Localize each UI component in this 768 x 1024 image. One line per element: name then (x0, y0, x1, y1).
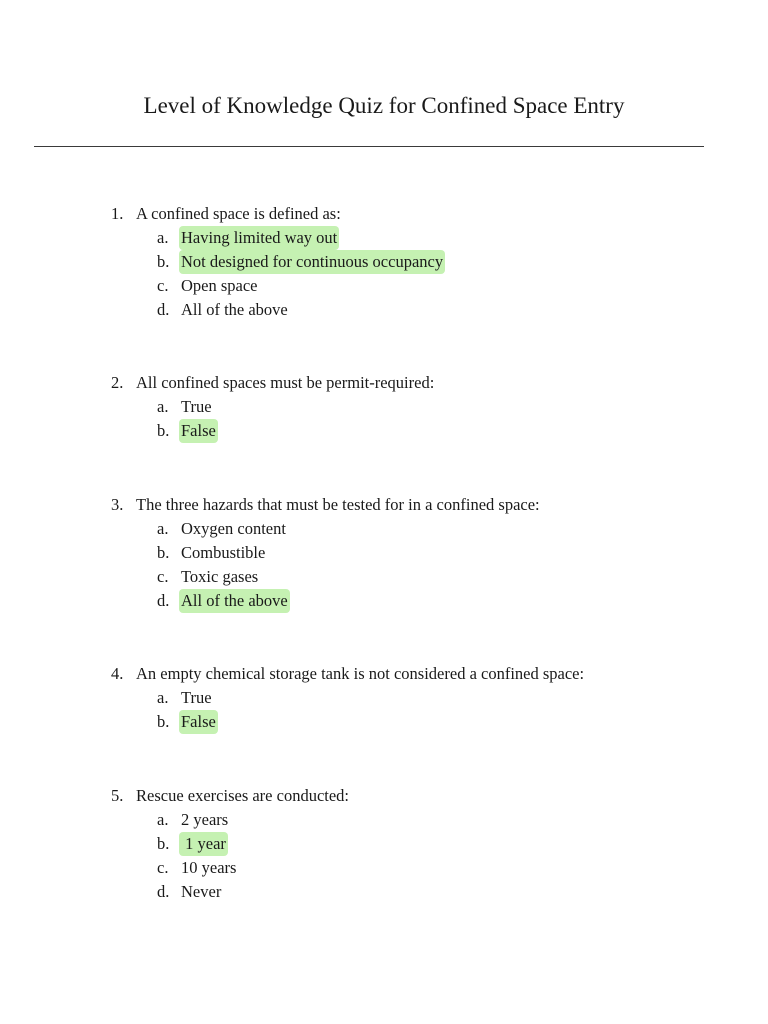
option-text: 2 years (181, 810, 229, 829)
option-letter: b. (157, 834, 170, 853)
option-text: Having limited way out (179, 226, 339, 250)
option-letter: b. (157, 712, 170, 731)
option-text: Oxygen content (181, 519, 286, 538)
option-letter: a. (157, 397, 169, 416)
question-text: An empty chemical storage tank is not considered a confined space: (136, 664, 585, 683)
option-text: 10 years (181, 858, 237, 877)
question-text: Rescue exercises are conducted: (136, 786, 350, 805)
question-number: 4. (111, 664, 124, 683)
option-text: Open space (181, 276, 258, 295)
option-letter: a. (157, 810, 169, 829)
page-title: Level of Knowledge Quiz for Confined Space Entry (143, 93, 625, 118)
option-text: True (181, 688, 212, 707)
question-text: All confined spaces must be permit-required: (136, 373, 435, 392)
question-number: 2. (111, 373, 124, 392)
option-letter: c. (157, 276, 169, 295)
option-letter: d. (157, 882, 170, 901)
option-text: Never (181, 882, 222, 901)
option-text: All of the above (181, 300, 288, 319)
option-text: Combustible (181, 543, 266, 562)
option-letter: c. (157, 858, 169, 877)
title-divider (34, 146, 704, 147)
option-text: 1 year (179, 832, 228, 856)
option-letter: a. (157, 228, 169, 247)
option-letter: a. (157, 519, 169, 538)
option-text: All of the above (179, 589, 290, 613)
option-letter: c. (157, 567, 169, 586)
option-letter: b. (157, 543, 170, 562)
option-letter: d. (157, 591, 170, 610)
option-text: True (181, 397, 212, 416)
option-text: Not designed for continuous occupancy (179, 250, 445, 274)
option-text: Toxic gases (181, 567, 259, 586)
question-text: The three hazards that must be tested for in a confined space: (136, 495, 540, 514)
question-number: 1. (111, 204, 124, 223)
option-text: False (179, 419, 218, 443)
question-number: 5. (111, 786, 124, 805)
question-text: A confined space is defined as: (136, 204, 341, 223)
option-letter: b. (157, 252, 170, 271)
option-letter: d. (157, 300, 170, 319)
option-letter: b. (157, 421, 170, 440)
option-text: False (179, 710, 218, 734)
option-letter: a. (157, 688, 169, 707)
question-number: 3. (111, 495, 124, 514)
